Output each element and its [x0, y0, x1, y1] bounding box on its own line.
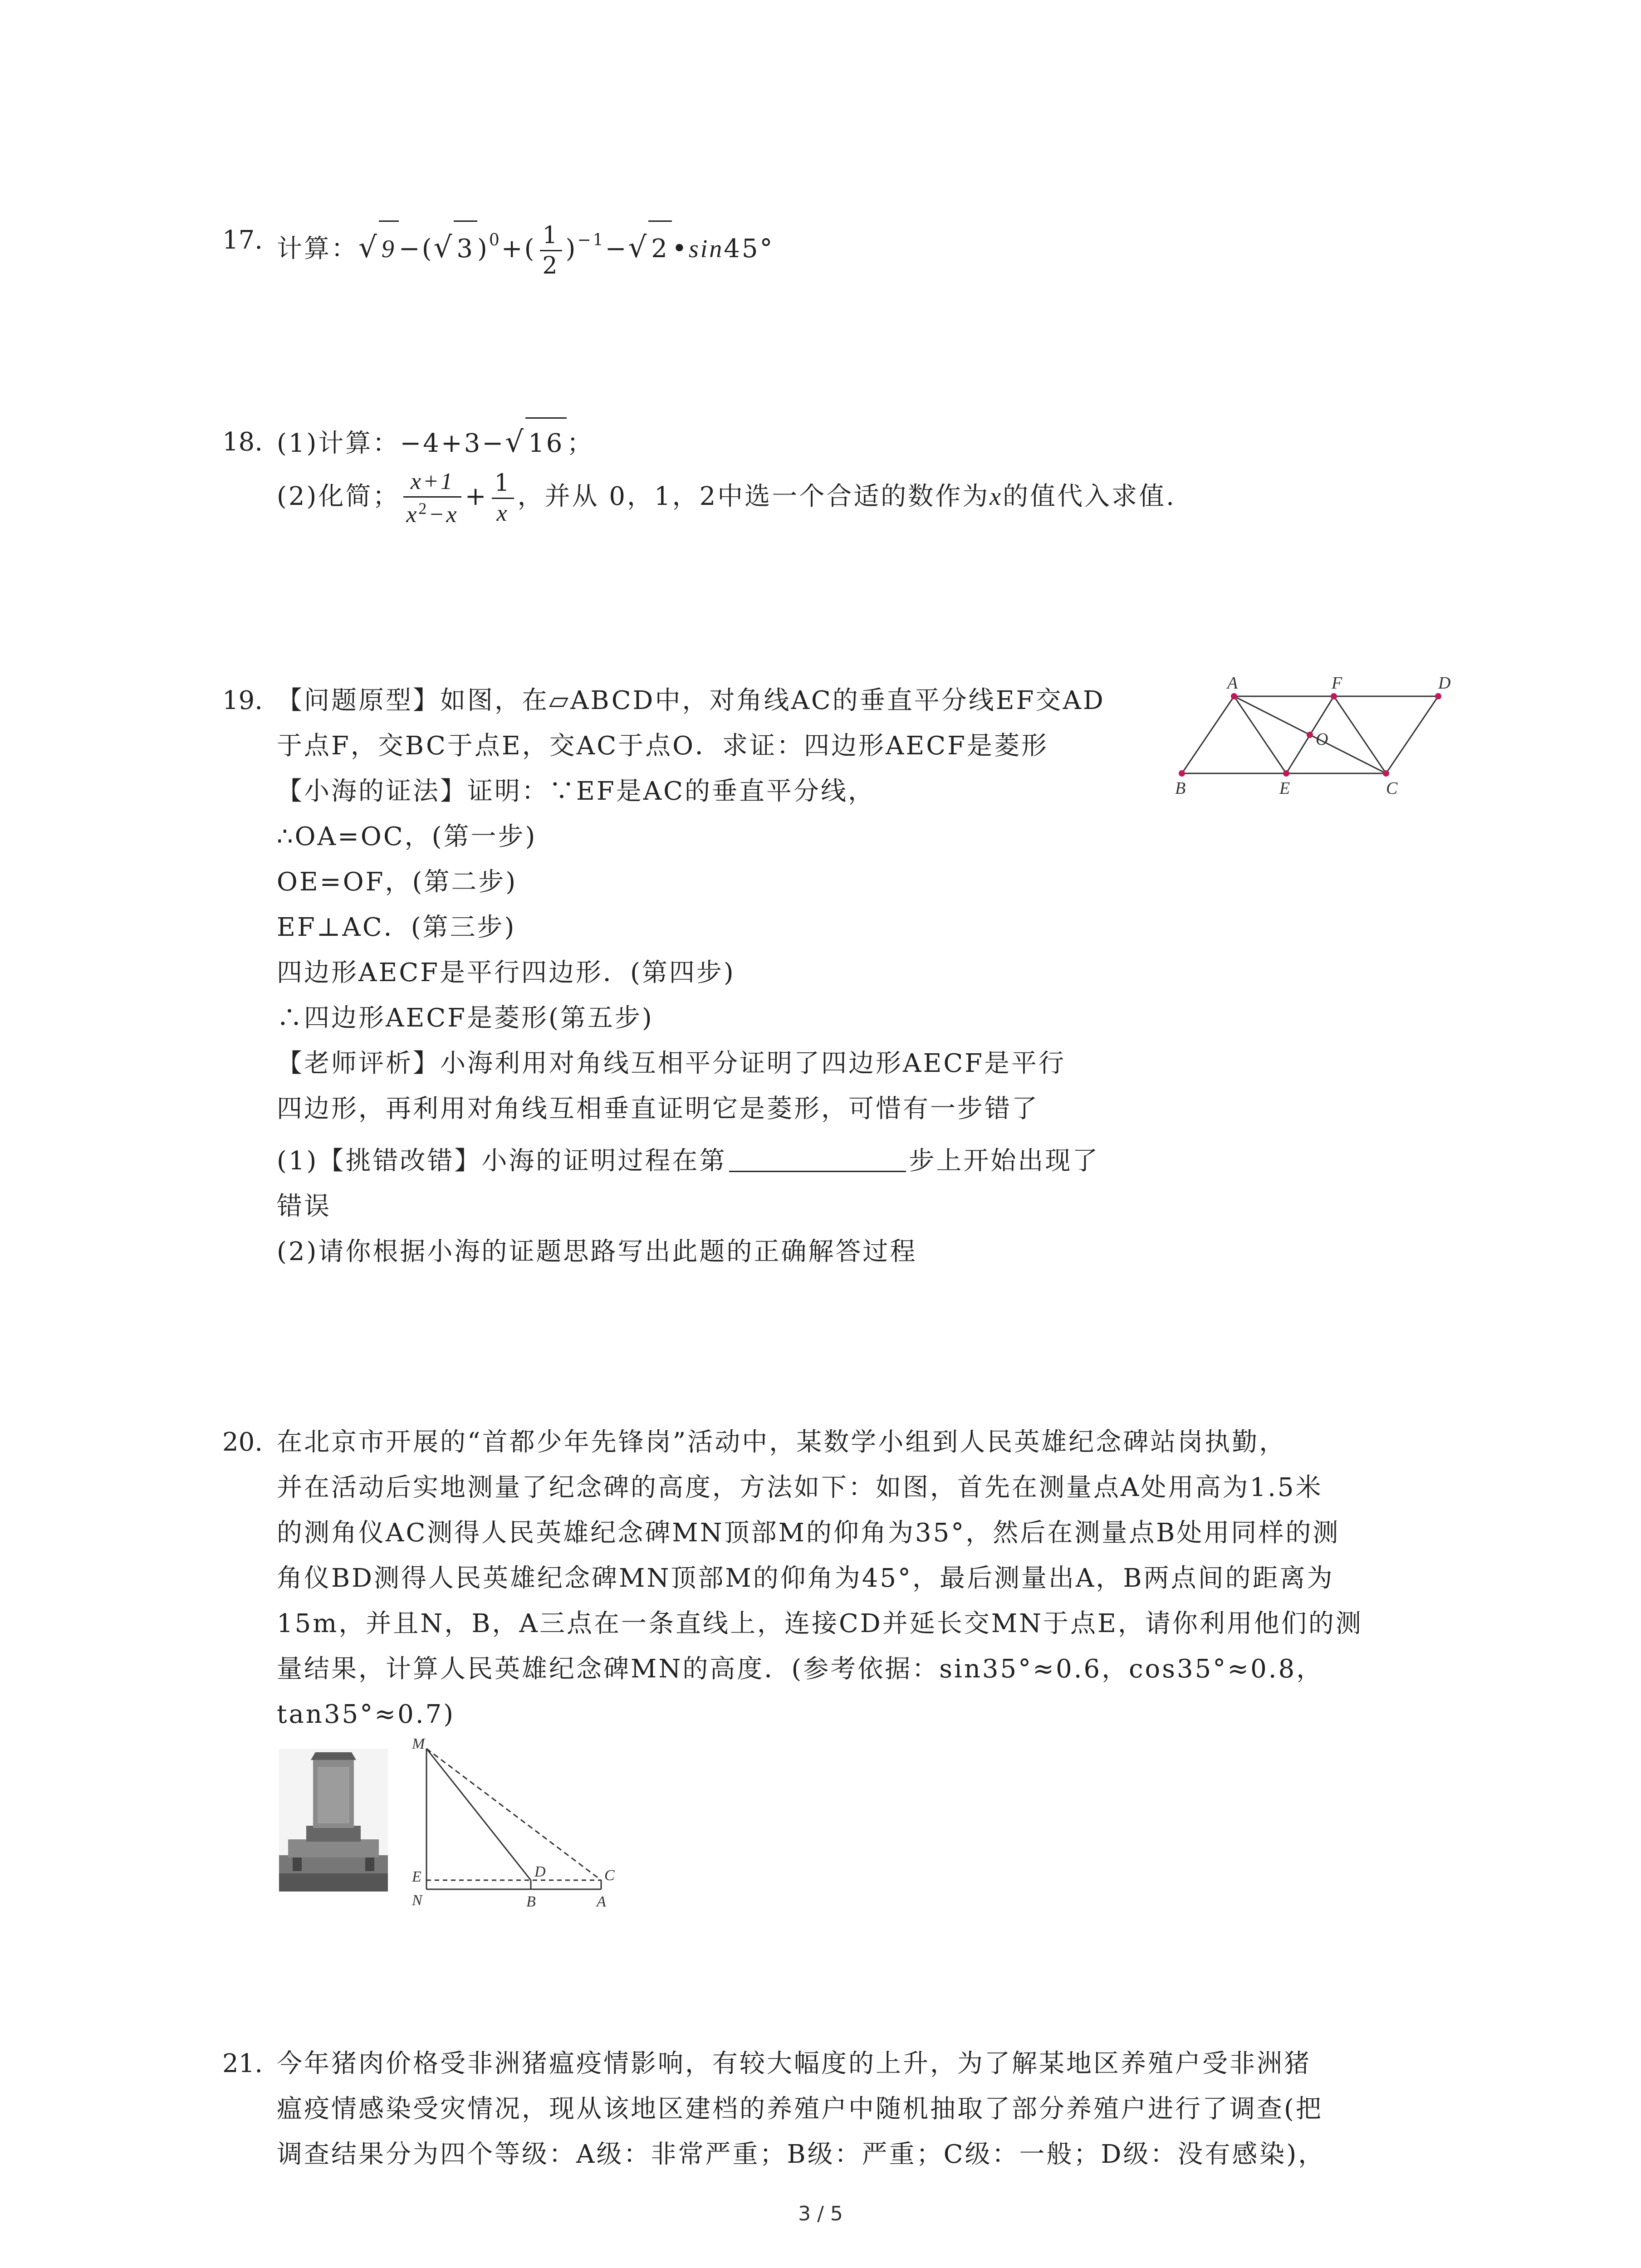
label-a: A — [597, 1893, 606, 1910]
q21-line: 瘟疫情感染受灾情况，现从该地区建档的养殖户中随机抽取了部分养殖户进行了调查(把 — [277, 2094, 1323, 2124]
label-a: A — [1227, 674, 1238, 693]
fraction-denominator — [403, 498, 461, 527]
radical-sign-icon: √ — [505, 425, 526, 459]
radical-sign-icon: √ — [433, 231, 454, 264]
point-a — [1231, 693, 1237, 699]
sightline-mc — [426, 1749, 601, 1880]
label-b: B — [526, 1893, 536, 1910]
q20-line: 角仪BD测得人民英雄纪念碑MN顶部M的仰角为45°，最后测量出A，B两点间的距离为 — [277, 1564, 1334, 1593]
segment-fc — [1334, 696, 1386, 773]
q19-line: 四边形，再利用对角线互相垂直证明它是菱形，可惜有一步错了 — [277, 1094, 1039, 1124]
q17-part: • — [671, 234, 689, 264]
q18-part2-tail-end: 的值代入求值. — [1003, 482, 1176, 511]
q18-var: x — [989, 483, 1003, 511]
label-c: C — [1386, 779, 1398, 798]
q18-part1 — [277, 417, 594, 469]
label-c: C — [604, 1867, 615, 1884]
q17-exponent-0: 0 — [489, 231, 501, 249]
q18-part2-label: (2)化简； — [277, 482, 400, 511]
q19-q1-text: (1)【挑错改错】小海的证明过程在第 — [277, 1146, 727, 1176]
q18-fraction-2 — [492, 471, 514, 525]
radical-sign-icon: √ — [358, 231, 379, 264]
denominator-var: x — [406, 502, 419, 528]
q19-line: 【老师评析】小海利用对角线互相平分证明了四边形AECF是平行 — [277, 1049, 1066, 1078]
q19-question-2: (2)请你根据小海的证题思路写出此题的正确解答过程 — [277, 1237, 917, 1266]
q19-line: EF⊥AC．(第三步) — [277, 913, 516, 942]
q17-radicand-2: 3 — [454, 220, 477, 276]
q20-line: tan35°≈0.7) — [277, 1700, 456, 1729]
q21-number: 21. — [222, 2049, 263, 2078]
q21-line: 今年猪肉价格受非洲猪瘟疫情影响，有较大幅度的上升，为了解某地区养殖户受非洲猪 — [277, 2049, 1311, 2078]
q19-line: 于点F，交BC于点E，交AC于点O．求证：四边形AECF是菱形 — [277, 731, 1048, 761]
q20-line: 量结果，计算人民英雄纪念碑MN的高度．(参考依据：sin35°≈0.6，cos35°≈0.8， — [277, 1654, 1324, 1684]
label-f: F — [1332, 674, 1342, 693]
parallelogram-figure — [1175, 671, 1465, 803]
point-b — [1179, 770, 1185, 777]
q19-question-1 — [277, 1143, 1099, 1179]
label-o: O — [1316, 730, 1328, 749]
label-e: E — [412, 1868, 421, 1885]
q17-part: ) — [477, 234, 489, 264]
point-f — [1331, 693, 1337, 699]
point-c — [1383, 770, 1389, 777]
q19-line: ∴OA=OC，(第一步) — [277, 822, 537, 851]
monument-geometry-figure — [399, 1730, 635, 1912]
q17-part: +( — [501, 234, 536, 264]
label-b: B — [1175, 779, 1186, 798]
q19-number: 19. — [222, 686, 263, 715]
point-o — [1307, 732, 1313, 738]
fraction-numerator: 1 — [492, 471, 514, 499]
q17-exponent-neg1: −1 — [577, 231, 605, 249]
q19-q1-text-end: 步上开始出现了 — [909, 1146, 1100, 1176]
q18-radicand: 16 — [525, 417, 567, 469]
q19-line: ∴四边形AECF是菱形(第五步) — [277, 1003, 654, 1033]
q19-line: 【小海的证法】证明：∵EF是AC的垂直平分线， — [277, 777, 876, 806]
q18-part1-expr: −4+3− — [400, 429, 505, 458]
q17-part: 45° — [724, 234, 774, 264]
denominator-rest: −x — [428, 502, 459, 528]
q17-part: ) — [565, 234, 578, 264]
page-number: 3 / 5 — [798, 2202, 843, 2225]
radical-sign-icon: √ — [628, 231, 649, 264]
label-d: D — [1438, 674, 1451, 693]
q17-part: − — [605, 234, 628, 264]
q19-line: 【问题原型】如图，在▱ABCD中，对角线AC的垂直平分线EF交AD — [277, 686, 1105, 715]
q19-answer-blank[interactable] — [729, 1145, 906, 1172]
q18-plus: + — [465, 482, 488, 511]
q17-expression — [277, 213, 774, 278]
q17-number: 17. — [222, 225, 263, 255]
q20-line: 在北京市开展的“首都少年先锋岗”活动中，某数学小组到人民英雄纪念碑站岗执勤， — [277, 1427, 1287, 1457]
fraction-numerator: 1 — [540, 224, 562, 251]
q18-part1-label: (1)计算： — [277, 429, 400, 458]
monument-photo — [279, 1749, 388, 1892]
label-e: E — [1279, 779, 1290, 798]
q18-fraction-1 — [403, 470, 461, 527]
q19-line: OE=OF，(第二步) — [277, 867, 518, 897]
q18-part2-tail: ，并从 0，1，2中选一个合适的数作为 — [517, 482, 990, 511]
q18-part1-end: ； — [567, 429, 594, 458]
fraction-numerator: x+1 — [403, 470, 461, 498]
point-e — [1283, 770, 1289, 777]
q18-part2 — [277, 463, 1176, 531]
q17-part: −( — [398, 234, 434, 264]
q17-radicand-1: 9 — [379, 220, 399, 276]
q17-sin: sin — [688, 235, 724, 263]
q20-line: 的测角仪AC测得人民英雄纪念碑MN顶部M的仰角为35°，然后在测量点B处用同样的测 — [277, 1518, 1340, 1548]
segment-ae — [1234, 696, 1286, 773]
q17-radicand-3: 2 — [648, 220, 672, 276]
sightline-md — [426, 1749, 531, 1880]
label-d: D — [534, 1863, 546, 1880]
fraction-denominator: 2 — [542, 252, 559, 279]
point-d — [1435, 693, 1441, 699]
q17-label: 计算： — [277, 234, 358, 264]
q20-line: 并在活动后实地测量了纪念碑的高度，方法如下：如图，首先在测量点A处用高为1.5米 — [277, 1473, 1323, 1502]
q17-fraction — [540, 224, 562, 278]
q21-line: 调查结果分为四个等级：A级：非常严重；B级：严重；C级：一般；D级：没有感染)， — [277, 2140, 1326, 2169]
q20-number: 20. — [222, 1427, 263, 1457]
label-m: M — [412, 1735, 425, 1752]
fraction-denominator: x — [496, 500, 509, 526]
label-n: N — [412, 1892, 422, 1909]
q19-line: 错误 — [277, 1192, 331, 1221]
q20-line: 15m，并且N，B，A三点在一条直线上，连接CD并延长交MN于点E，请你利用他们的测 — [277, 1609, 1363, 1638]
q18-number: 18. — [222, 427, 263, 457]
denominator-exponent: 2 — [418, 499, 429, 518]
q19-line: 四边形AECF是平行四边形．(第四步) — [277, 958, 735, 987]
